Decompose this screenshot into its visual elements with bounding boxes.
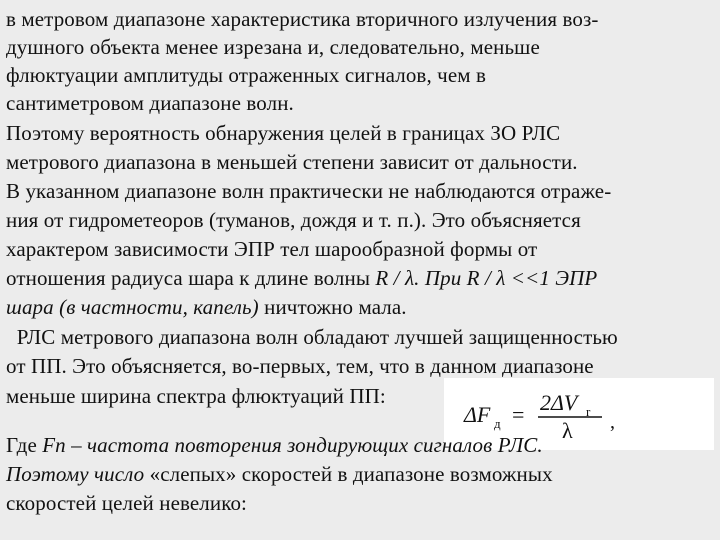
text-span: «слепых» скоростей в диапазоне возможных xyxy=(144,462,553,486)
formula-equals: = xyxy=(512,402,525,427)
text-line: сантиметровом диапазоне волн. xyxy=(6,91,294,115)
italic-span: R / λ. При R / λ <<1 ЭПР xyxy=(375,266,598,290)
text-line xyxy=(6,265,597,292)
text-line xyxy=(6,294,407,321)
text-line xyxy=(6,461,553,488)
italic-span: Fп – частота повторения зондирующих сигналов РЛС. xyxy=(42,433,543,457)
text-line: ния от гидрометеоров (туманов, дождя и т. п.). Это объясняется xyxy=(6,208,581,232)
formula-trail: , xyxy=(610,411,615,433)
text-span: Где xyxy=(6,433,43,457)
formula-lhs: ΔF xyxy=(464,402,491,427)
text-line xyxy=(6,432,543,459)
italic-span: шара (в частности, капель) xyxy=(6,295,259,319)
text-line: меньше ширина спектра флюктуаций ПП: xyxy=(6,384,386,408)
text-line: Поэтому вероятность обнаружения целей в границах ЗО РЛС xyxy=(6,121,561,145)
text-line: РЛС метрового диапазона волн обладают лучшей защищенностью xyxy=(6,325,618,349)
text-span: ничтожно мала. xyxy=(258,295,407,319)
text-line: В указанном диапазоне волн практически не наблюдаются отраже- xyxy=(6,179,612,203)
text-line: флюктуации амплитуды отраженных сигналов, чем в xyxy=(6,63,486,87)
formula-denominator: λ xyxy=(562,418,573,443)
text-line: метрового диапазона в меньшей степени зависит от дальности. xyxy=(6,150,578,174)
italic-span: Поэтому число xyxy=(6,462,145,486)
formula-lhs-sub: д xyxy=(494,416,501,431)
text-line: характером зависимости ЭПР тел шарообразной формы от xyxy=(6,237,538,261)
text-line: скоростей целей невелико: xyxy=(6,491,247,515)
text-span: отношения радиуса шара к длине волны xyxy=(6,266,376,290)
text-line: душного объекта менее изрезана и, следовательно, меньше xyxy=(6,35,540,59)
formula-numerator: 2ΔV xyxy=(540,390,578,415)
formula-numerator-sub: r xyxy=(586,404,591,419)
text-line: от ПП. Это объясняется, во-первых, тем, что в данном диапазоне xyxy=(6,354,594,378)
text-line: в метровом диапазоне характеристика вторичного излучения воз- xyxy=(6,7,599,31)
